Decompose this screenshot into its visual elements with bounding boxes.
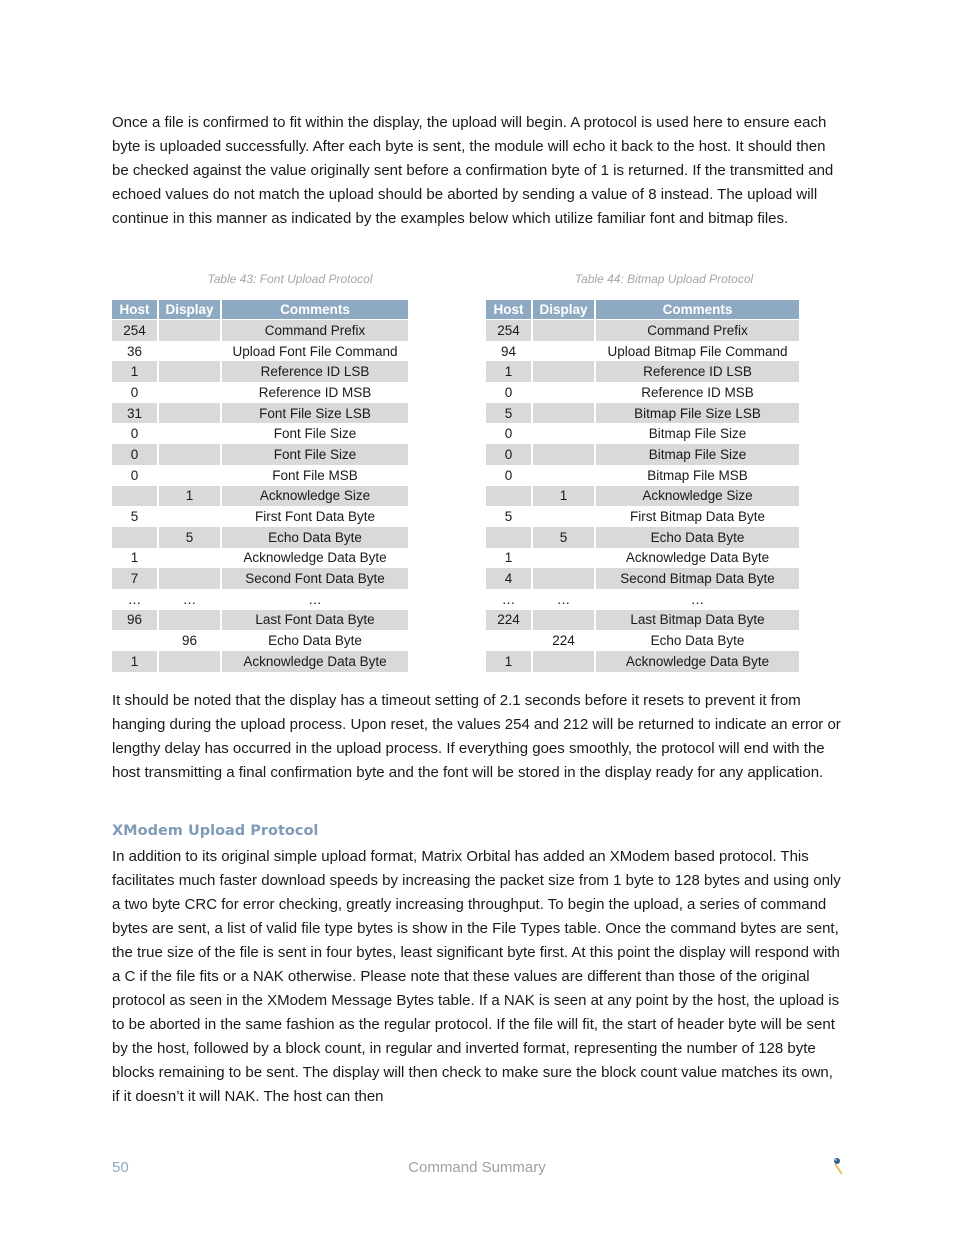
comments-cell: Last Bitmap Data Byte (596, 610, 799, 631)
host-cell: 254 (112, 320, 157, 341)
host-cell: 1 (486, 651, 531, 672)
table-row (112, 465, 408, 486)
display-cell (533, 341, 594, 362)
header-comments: Comments (222, 300, 408, 320)
xmodem-heading: XModem Upload Protocol (112, 823, 319, 839)
display-cell (533, 610, 594, 631)
display-cell (533, 506, 594, 527)
comments-cell: Command Prefix (596, 320, 799, 341)
display-cell: 96 (181, 633, 198, 649)
table-row (486, 548, 799, 569)
host-cell (112, 630, 157, 651)
comments-cell: Acknowledge Size (596, 486, 799, 507)
display-cell (533, 465, 594, 486)
display-cell: 5 (159, 527, 220, 548)
display-cell: … (556, 591, 571, 607)
table-row (486, 382, 799, 403)
host-cell: 1 (486, 361, 531, 382)
host-cell: 0 (112, 444, 157, 465)
bitmap-table-body (486, 320, 799, 672)
table-row (112, 630, 408, 651)
table-row (112, 444, 408, 465)
host-cell (486, 630, 531, 651)
comments-cell: Acknowledge Size (222, 486, 408, 507)
table-row (112, 527, 408, 548)
display-cell (159, 444, 220, 465)
display-cell (159, 506, 220, 527)
page-number: 50 (112, 1159, 129, 1176)
bitmap-table-caption: Table 44: Bitmap Upload Protocol (574, 272, 754, 286)
table-row (486, 465, 799, 486)
host-cell: 0 (486, 444, 531, 465)
display-cell (159, 341, 220, 362)
host-cell: 254 (486, 320, 531, 341)
table-row (112, 589, 408, 610)
table-row (486, 527, 799, 548)
bitmap-upload-protocol-table (484, 300, 801, 672)
table-row (112, 506, 408, 527)
comments-cell: First Bitmap Data Byte (629, 509, 766, 525)
comments-cell: Font File Size (273, 426, 357, 442)
table-header-row (112, 300, 408, 320)
host-cell (486, 527, 531, 548)
comments-cell: Bitmap File MSB (647, 467, 748, 483)
table-row (112, 568, 408, 589)
display-cell (159, 320, 220, 341)
comments-cell: Echo Data Byte (596, 527, 799, 548)
display-cell (159, 610, 220, 631)
table-row (112, 548, 408, 569)
display-cell (533, 423, 594, 444)
display-cell (159, 568, 220, 589)
table-row (486, 320, 799, 341)
comments-cell: Second Bitmap Data Byte (596, 568, 799, 589)
host-cell (112, 527, 157, 548)
comments-cell: Reference ID MSB (641, 384, 754, 400)
host-cell: 5 (504, 509, 513, 525)
comments-cell: Command Prefix (222, 320, 408, 341)
display-cell (533, 444, 594, 465)
host-cell (112, 486, 157, 507)
host-cell: 1 (504, 550, 513, 566)
footer-section-title: Command Summary (408, 1159, 546, 1176)
comments-cell: Second Font Data Byte (222, 568, 408, 589)
host-cell: 0 (504, 467, 513, 483)
display-cell (533, 548, 594, 569)
table-row (112, 423, 408, 444)
font-table-caption: Table 43: Font Upload Protocol (207, 272, 373, 286)
display-cell (533, 651, 594, 672)
display-cell (159, 651, 220, 672)
intro-paragraph: Once a file is confirmed to fit within the display, the upload will begin. A protocol is used here to ensure each byte is uploaded successfully. After each byte is sent, the module will echo it back to the host. It should then be checked against the value originally sent before a confirmation byte of 1 is returned. If the transmitted and echoed values do not match the upload should be aborted by sending a value of 8 instead. The upload will continue in this manner as indicated by the examples below which utilize familiar font and bitmap files. (112, 114, 834, 227)
comments-cell: Acknowledge Data Byte (222, 651, 408, 672)
header-host: Host (112, 300, 157, 320)
host-cell: … (501, 591, 516, 607)
display-cell (159, 382, 220, 403)
table-row (112, 361, 408, 382)
comments-cell: Reference ID LSB (222, 361, 408, 382)
header-host: Host (486, 300, 531, 320)
font-upload-protocol-table (110, 300, 410, 672)
comments-cell: Font File Size LSB (222, 403, 408, 424)
display-cell: … (182, 591, 197, 607)
host-cell: 0 (130, 384, 139, 400)
display-cell: 5 (533, 527, 594, 548)
matrix-orbital-logo-icon (831, 1155, 845, 1175)
comments-cell: Last Font Data Byte (222, 610, 408, 631)
font-table-body (112, 320, 408, 672)
comments-cell: Upload Font File Command (232, 343, 398, 359)
comments-cell: Upload Bitmap File Command (607, 343, 788, 359)
display-cell (159, 403, 220, 424)
header-display: Display (533, 300, 594, 320)
header-comments: Comments (596, 300, 799, 320)
table-row (486, 610, 799, 631)
comments-cell: Font File MSB (272, 467, 358, 483)
host-cell: 4 (486, 568, 531, 589)
display-cell (159, 465, 220, 486)
comments-cell: Acknowledge Data Byte (596, 651, 799, 672)
host-cell: 0 (504, 426, 513, 442)
host-cell: 1 (130, 550, 139, 566)
table-row (112, 382, 408, 403)
comments-cell: Echo Data Byte (222, 527, 408, 548)
table-row (112, 651, 408, 672)
table-row (486, 444, 799, 465)
comments-cell: Bitmap File Size (596, 444, 799, 465)
header-display: Display (159, 300, 220, 320)
table-row (486, 651, 799, 672)
display-cell: 1 (533, 486, 594, 507)
comments-cell: Acknowledge Data Byte (243, 550, 387, 566)
display-cell: 1 (159, 486, 220, 507)
table-header-row (486, 300, 799, 320)
table-row (486, 341, 799, 362)
host-cell: 1 (112, 361, 157, 382)
display-cell (533, 361, 594, 382)
host-cell: … (127, 591, 142, 607)
host-cell: 7 (112, 568, 157, 589)
table-row (486, 486, 799, 507)
table-row (486, 568, 799, 589)
table-row (112, 320, 408, 341)
display-cell (159, 548, 220, 569)
host-cell: 0 (130, 426, 139, 442)
table-row (112, 341, 408, 362)
host-cell: 96 (112, 610, 157, 631)
table-row (486, 403, 799, 424)
table-row (112, 610, 408, 631)
comments-cell: Acknowledge Data Byte (625, 550, 770, 566)
table-row (486, 361, 799, 382)
comments-cell: Font File Size (222, 444, 408, 465)
comments-cell: First Font Data Byte (254, 509, 376, 525)
display-cell (533, 382, 594, 403)
table-row (486, 589, 799, 610)
table-row (112, 486, 408, 507)
comments-cell: Echo Data Byte (268, 633, 362, 649)
table-row (486, 506, 799, 527)
comments-cell: … (308, 591, 322, 607)
comments-cell: Reference ID MSB (258, 384, 372, 400)
table-row (112, 403, 408, 424)
display-cell (533, 403, 594, 424)
table-row (486, 423, 799, 444)
comments-cell: Echo Data Byte (650, 633, 745, 649)
host-cell: 31 (112, 403, 157, 424)
comments-cell: Bitmap File Size LSB (596, 403, 799, 424)
table-row (486, 630, 799, 651)
host-cell: 94 (500, 343, 517, 359)
display-cell (533, 320, 594, 341)
host-cell: 1 (112, 651, 157, 672)
host-cell (486, 486, 531, 507)
host-cell: 224 (486, 610, 531, 631)
comments-cell: Reference ID LSB (596, 361, 799, 382)
display-cell (159, 423, 220, 444)
host-cell: 0 (504, 384, 513, 400)
host-cell: 36 (126, 343, 143, 359)
host-cell: 5 (130, 509, 139, 525)
host-cell: 0 (130, 467, 139, 483)
display-cell (159, 361, 220, 382)
display-cell: 224 (552, 633, 575, 649)
comments-cell: … (690, 591, 705, 607)
timeout-paragraph: It should be noted that the display has a timeout setting of 2.1 seconds before it resets to prevent it from hanging during the upload process. Upon reset, the values 254 and 212 will be returned to indicate an error or lengthy delay has occurred in the upload process. If everything goes smoothly, the protocol will end with the host transmitting a final confirmation byte and the font will be stored in the display ready for any application. (112, 692, 841, 781)
display-cell (533, 568, 594, 589)
comments-cell: Bitmap File Size (648, 426, 747, 442)
xmodem-paragraph: In addition to its original simple upload format, Matrix Orbital has added an XModem based protocol. This facilitates much faster download speeds by increasing the packet size from 1 byte to 128 bytes and using only a two byte CRC for error checking, greatly increasing throughput. To begin the upload, a series of command bytes are sent, a list of valid file type bytes is show in the File Types table. Once the command bytes are sent, the true size of the file is sent in four bytes, least significant byte first. At this point the display will respond with a C if the file fits or a NAK otherwise. Please note that these values are different than those of the original protocol as seen in the XModem Message Bytes table. If a NAK is seen at any point by the host, the upload is to be aborted in the same fashion as the regular protocol. If the file will fit, the start of header byte will be sent by the host, followed by a block count, in regular and inverted format, representing the number of 128 byte blocks remaining to be sent. The display will then check to make sure the block count value matches its own, if it doesn’t it will NAK. The host can then (112, 848, 841, 1105)
host-cell: 5 (486, 403, 531, 424)
